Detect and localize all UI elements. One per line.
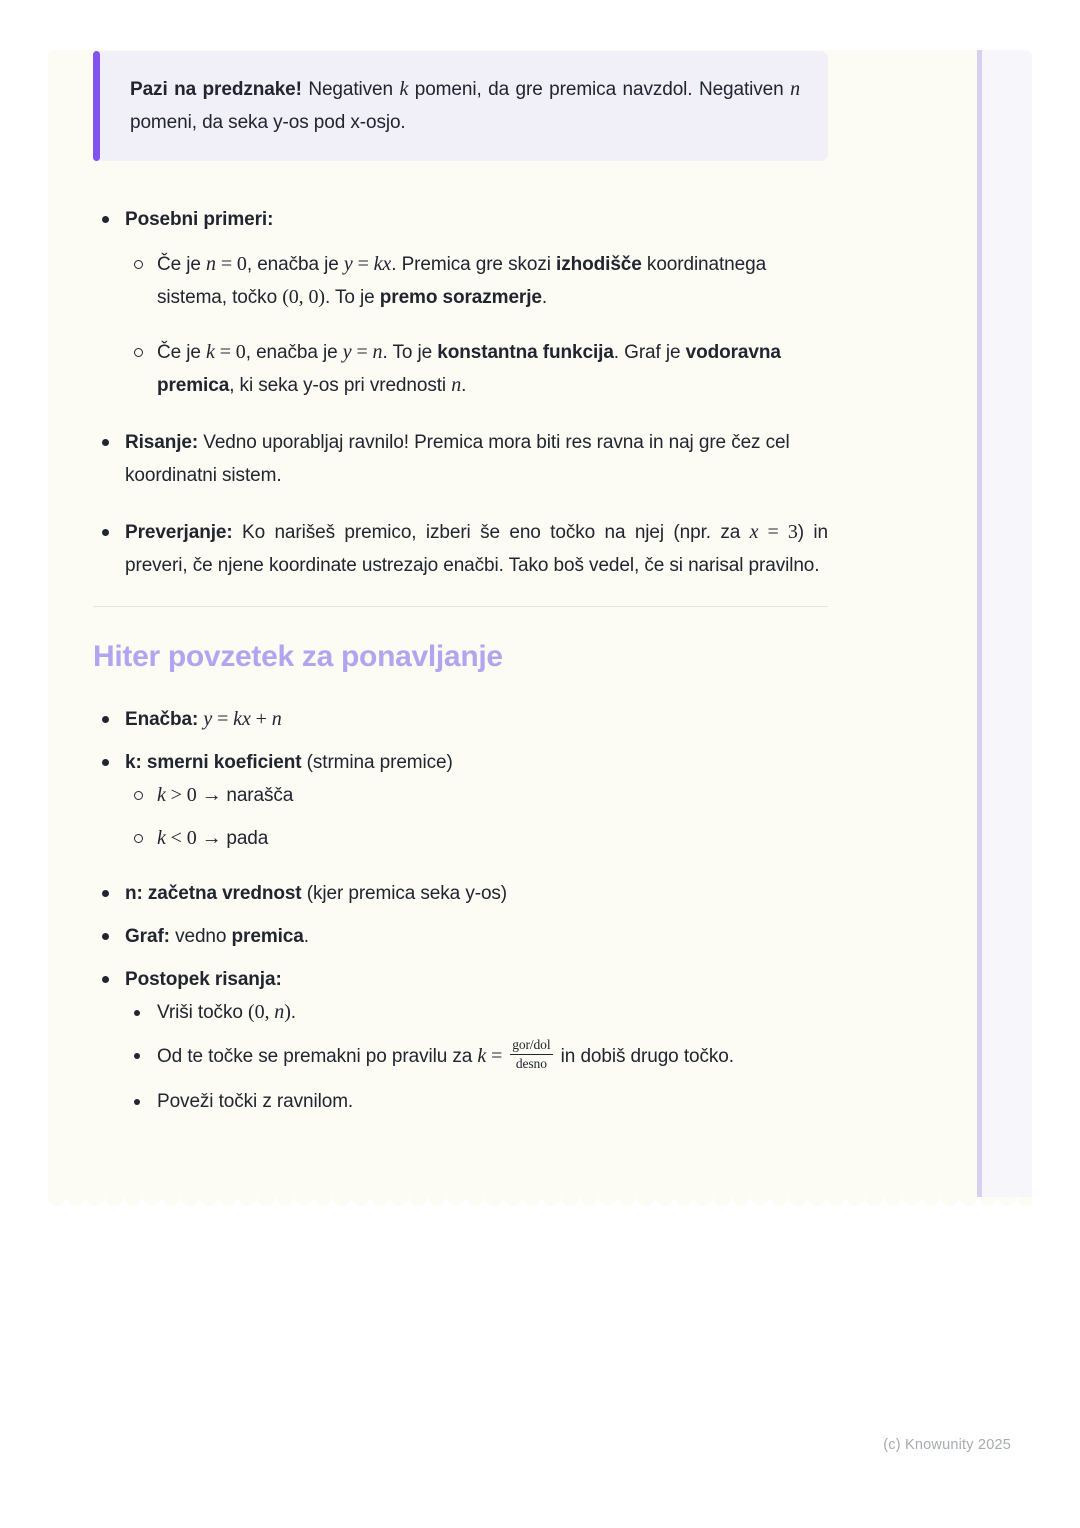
page-content: [93, 50, 828, 1140]
callout-text: Pazi na predznake! Negativen k pomeni, da gre premica navzdol. Negativen n pomeni, da seka y-os pod x-osjo.: [130, 78, 801, 133]
bullet-text: Če je k = 0, enačba je y = n. To je konstantna funkcija. Graf je vodoravna premica, ki seka y-os pri vrednosti n.: [157, 341, 781, 396]
bullet-item: [125, 336, 828, 402]
bullet-text: k < 0 → pada: [157, 827, 269, 849]
bullet-text: k: smerni koeficient (strmina premice): [125, 752, 453, 773]
bullet-text: k > 0 → narašča: [157, 784, 294, 806]
bullet-text: Enačba: y = kx + n: [125, 708, 282, 730]
circle-marker: [125, 336, 157, 357]
bullet-item: [125, 1039, 828, 1075]
bullet-text: Graf: vedno premica.: [125, 926, 309, 947]
sub-list: [125, 248, 828, 402]
bullet-marker: [93, 963, 125, 983]
bullet-text: Poveži točki z ravnilom.: [157, 1090, 354, 1112]
section-divider: [93, 606, 828, 607]
page-edge-rail: [977, 50, 1032, 1197]
page-bottom-edge: [48, 1197, 1032, 1206]
bullet-item: [93, 516, 828, 582]
bullet-text: Preverjanje: Ko narišeš premico, izberi še eno točko na njej (npr. za x = 3) in preveri, če njene koordinate ustrezajo enačbi. Tako boš vedel, če si narisal pravilno.: [125, 521, 828, 576]
bullet-item: [125, 996, 828, 1029]
circle-marker: [125, 779, 157, 800]
fraction: $\frac{\text{gor/dol}}{\text{desno}}$: [512, 1037, 551, 1071]
bullet-marker: [93, 203, 125, 223]
bullet-marker: [93, 877, 125, 897]
bullet-item: [93, 963, 828, 1130]
bullet-item: [93, 746, 828, 867]
bullet-text: Risanje: Vedno uporabljaj ravnilo! Premica mora biti res ravna in naj gre čez cel koordinatni sistem.: [125, 432, 790, 486]
bullet-item: [93, 920, 828, 953]
bullet-marker: [93, 746, 125, 766]
bullet-text: Vriši točko (0, n).: [157, 1001, 296, 1023]
document-page: [48, 50, 1032, 1197]
bullet-item: [93, 426, 828, 492]
bullet-marker: [93, 920, 125, 940]
summary-list: [93, 703, 828, 1130]
bullet-marker: [93, 516, 125, 536]
circle-marker: [125, 248, 157, 269]
bullet-text: Posebni primeri:: [125, 209, 274, 230]
bullet-item: [93, 203, 828, 402]
bullet-marker: [125, 1085, 157, 1105]
bullet-text: Če je n = 0, enačba je y = kx. Premica gre skozi izhodišče koordinatnega sistema, točko (0, 0). To je premo sorazmerje.: [157, 253, 767, 308]
bullet-text: n: začetna vrednost (kjer premica seka y-os): [125, 883, 508, 904]
circle-marker: [125, 822, 157, 843]
copyright-text: (c) Knowunity 2025: [883, 1437, 1011, 1453]
sub-list: [125, 996, 828, 1118]
bullet-item: [125, 248, 828, 314]
bullet-marker: [125, 996, 157, 1016]
callout-accent-bar: [93, 51, 100, 161]
bullet-marker: [93, 426, 125, 446]
bullet-item: [93, 877, 828, 910]
bullet-item: [93, 703, 828, 736]
sub-list: [125, 779, 828, 855]
notes-list: [93, 203, 828, 582]
callout-note: [93, 51, 828, 161]
bullet-item: [125, 779, 828, 812]
bullet-item: [125, 1085, 828, 1118]
bullet-item: [125, 822, 828, 855]
section-heading: Hiter povzetek za ponavljanje: [93, 640, 503, 673]
bullet-text: Postopek risanja:: [125, 969, 282, 990]
bullet-marker: [93, 703, 125, 723]
bullet-text: Od te točke se premakni po pravilu za k = $\frac{\text{gor/dol}}{\text{desno}}$ in dobiš drugo točko.: [157, 1037, 734, 1071]
bullet-marker: [125, 1039, 157, 1059]
